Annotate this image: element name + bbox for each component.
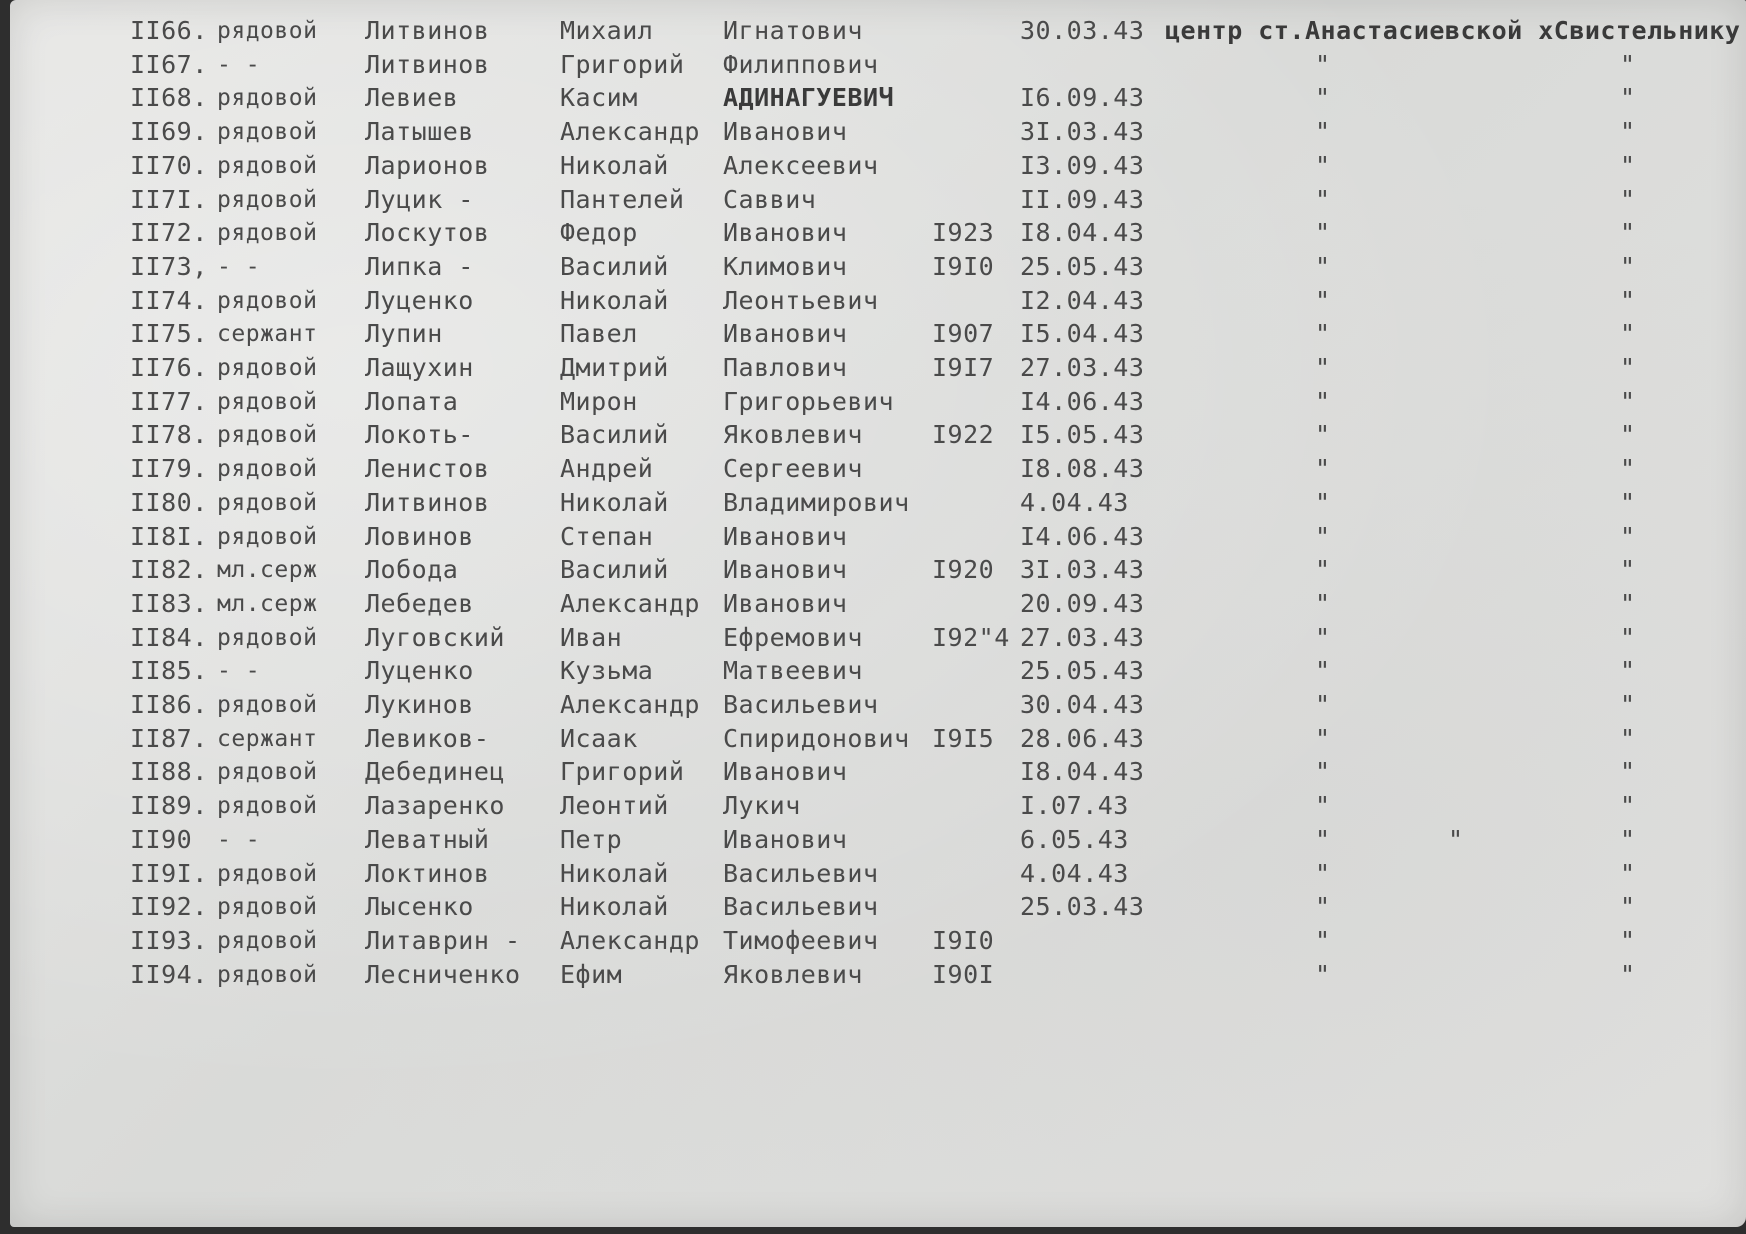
record-last-name: Литаврин - — [365, 925, 521, 955]
record-ditto-mark: " — [1620, 454, 1636, 484]
record-last-name: Лазаренко — [365, 791, 505, 821]
record-date: I8.04.43 — [1020, 757, 1145, 787]
record-date: 4.04.43 — [1020, 487, 1129, 517]
record-date: 4.04.43 — [1020, 858, 1129, 888]
record-birth-year: I920 — [932, 555, 995, 585]
record-row — [10, 351, 1746, 385]
record-rank: рядовой — [217, 624, 318, 651]
record-row — [10, 284, 1746, 318]
record-first-name: Мирон — [560, 386, 638, 416]
record-number: II76. — [130, 353, 208, 382]
record-first-name: Александр — [560, 925, 700, 955]
record-date: I8.08.43 — [1020, 454, 1145, 484]
record-ditto-mark: " — [1620, 487, 1636, 517]
record-row — [10, 149, 1746, 183]
record-patronymic: Яковлевич — [723, 959, 863, 989]
record-first-name: Василий — [560, 420, 669, 450]
record-ditto-mark: " — [1620, 824, 1636, 854]
record-row — [10, 823, 1746, 857]
record-row — [10, 81, 1746, 115]
record-rank: рядовой — [217, 287, 318, 314]
record-number: II74. — [130, 285, 208, 315]
record-row — [10, 789, 1746, 823]
record-last-name: Лащухин — [365, 353, 474, 382]
record-birth-year: I9I5 — [932, 723, 995, 753]
record-date: 27.03.43 — [1020, 353, 1145, 382]
record-date: I5.04.43 — [1020, 319, 1145, 349]
record-date: 27.03.43 — [1020, 622, 1145, 652]
record-ditto-mark: " — [1315, 791, 1331, 821]
record-patronymic: АДИНАГУЕВИЧ — [723, 83, 895, 113]
record-patronymic: Иванович — [723, 117, 848, 147]
record-ditto-mark: " — [1620, 319, 1636, 349]
record-patronymic: Иванович — [723, 218, 848, 248]
record-last-name: Ленистов — [365, 454, 490, 484]
record-rank: рядовой — [217, 456, 318, 483]
record-ditto-mark: " — [1620, 656, 1636, 686]
record-date: I5.05.43 — [1020, 420, 1145, 450]
record-number: II82. — [130, 555, 208, 585]
record-patronymic: Сергеевич — [723, 454, 863, 484]
record-last-name: Ловинов — [365, 521, 474, 551]
record-ditto-mark: " — [1315, 824, 1331, 854]
record-ditto-mark: " — [1315, 353, 1331, 382]
record-number: II69. — [130, 117, 208, 147]
record-date: 3I.03.43 — [1020, 117, 1145, 147]
record-number: II90 — [130, 824, 193, 854]
record-rank: рядовой — [217, 422, 318, 449]
record-rank: рядовой — [217, 523, 318, 550]
record-date: 30.04.43 — [1020, 690, 1145, 719]
record-first-name: Александр — [560, 117, 700, 147]
record-row — [10, 722, 1746, 756]
record-rank: сержант — [217, 321, 318, 348]
record-ditto-mark: " — [1315, 319, 1331, 349]
record-number: II88. — [130, 757, 208, 787]
record-rank: рядовой — [217, 152, 318, 179]
record-birth-year: I9I7 — [932, 353, 995, 382]
record-last-name: Левиев — [365, 83, 459, 113]
record-last-name: Ларионов — [365, 150, 490, 180]
record-row — [10, 317, 1746, 351]
record-ditto-mark: " — [1620, 622, 1636, 652]
record-date: I4.06.43 — [1020, 386, 1145, 416]
record-rank: рядовой — [217, 355, 318, 381]
record-ditto-mark: " — [1620, 150, 1636, 180]
record-last-name: Литвинов — [365, 49, 490, 79]
record-first-name: Иван — [560, 622, 623, 652]
record-first-name: Исаак — [560, 723, 638, 753]
record-patronymic: Алексеевич — [723, 150, 879, 180]
record-number: II8I. — [130, 521, 208, 551]
record-birth-year: I9I0 — [932, 251, 995, 281]
record-date: 25.03.43 — [1020, 892, 1145, 922]
record-rank: рядовой — [217, 489, 318, 516]
record-ditto-mark: " — [1315, 420, 1331, 450]
record-rank: рядовой — [217, 894, 318, 921]
record-rank: рядовой — [217, 692, 318, 718]
record-number: II94. — [130, 959, 208, 989]
record-number: II72. — [130, 218, 208, 248]
record-ditto-mark: " — [1315, 487, 1331, 517]
record-last-name: Дебединец — [365, 757, 505, 787]
record-last-name: Луцик - — [365, 184, 474, 214]
record-patronymic: Иванович — [723, 588, 848, 618]
record-ditto-mark: " — [1315, 521, 1331, 551]
record-rank: рядовой — [217, 927, 318, 954]
record-patronymic: Ефремович — [723, 622, 863, 652]
record-rank: сержант — [217, 725, 318, 752]
record-first-name: Кузьма — [560, 656, 654, 686]
record-row — [10, 115, 1746, 149]
record-date: I3.09.43 — [1020, 150, 1145, 180]
record-first-name: Григорий — [560, 757, 685, 787]
record-rank: - - — [217, 826, 261, 853]
record-first-name: Федор — [560, 218, 638, 248]
record-last-name: Лобода — [365, 555, 459, 585]
record-ditto-mark: " — [1315, 285, 1331, 315]
record-first-name: Николай — [560, 487, 669, 517]
record-first-name: Николай — [560, 858, 669, 888]
record-last-name: Лесниченко — [365, 959, 521, 989]
record-number: II89. — [130, 791, 208, 821]
record-ditto-mark: " — [1620, 723, 1636, 753]
record-first-name: Пантелей — [560, 184, 685, 214]
record-birth-year: I922 — [932, 420, 995, 450]
record-last-name: Лысенко — [365, 892, 474, 922]
record-first-name: Григорий — [560, 49, 685, 79]
record-patronymic: Владимирович — [723, 487, 910, 517]
record-birth-year: I90I — [932, 959, 995, 989]
record-number: II79. — [130, 454, 208, 484]
record-number: II7I. — [130, 184, 208, 214]
record-last-name: Леватный — [365, 824, 490, 854]
record-rank: рядовой — [217, 220, 318, 247]
record-row — [10, 418, 1746, 452]
record-ditto-mark: " — [1620, 858, 1636, 888]
record-birth-year: I9I0 — [932, 925, 995, 955]
record-rank: - - — [217, 51, 261, 78]
record-patronymic: Лукич — [723, 791, 801, 821]
record-patronymic: Саввич — [723, 184, 817, 214]
record-last-name: Лупин — [365, 319, 443, 349]
record-row — [10, 654, 1746, 688]
record-first-name: Николай — [560, 892, 669, 922]
record-row — [10, 216, 1746, 250]
record-rank: рядовой — [217, 85, 318, 112]
record-ditto-mark: " — [1315, 588, 1331, 618]
record-last-name: Лебедев — [365, 588, 474, 618]
record-ditto-mark: " — [1620, 925, 1636, 955]
record-last-name: Луценко — [365, 656, 474, 686]
record-ditto-mark: " — [1315, 251, 1331, 281]
record-patronymic: Игнатович — [723, 16, 863, 45]
record-number: II92. — [130, 892, 208, 922]
record-number: II83. — [130, 588, 208, 618]
record-number: II85. — [130, 656, 208, 686]
record-first-name: Василий — [560, 555, 669, 585]
record-number: II68. — [130, 83, 208, 113]
record-first-name: Касим — [560, 83, 638, 113]
record-row — [10, 755, 1746, 789]
record-number: II93. — [130, 925, 208, 955]
record-ditto-mark: " — [1620, 959, 1636, 989]
record-row — [10, 924, 1746, 958]
record-last-name: Локоть- — [365, 420, 474, 450]
record-last-name: Латышев — [365, 117, 474, 147]
record-rank: рядовой — [217, 186, 318, 213]
record-row — [10, 250, 1746, 284]
record-row — [10, 14, 1746, 48]
record-patronymic: Тимофеевич — [723, 925, 879, 955]
record-birth-year: I907 — [932, 319, 995, 349]
record-patronymic: Васильевич — [723, 690, 879, 719]
record-patronymic: Филиппович — [723, 49, 879, 79]
record-first-name: Александр — [560, 588, 700, 618]
record-number: II70. — [130, 150, 208, 180]
record-patronymic: Иванович — [723, 555, 848, 585]
record-first-name: Василий — [560, 251, 669, 281]
record-ditto-mark: " — [1315, 622, 1331, 652]
record-patronymic: Григорьевич — [723, 386, 895, 416]
record-last-name: Литвинов — [365, 16, 490, 45]
record-date: I4.06.43 — [1020, 521, 1145, 551]
record-date: 28.06.43 — [1020, 723, 1145, 753]
record-date: 25.05.43 — [1020, 251, 1145, 281]
record-number: II73, — [130, 251, 208, 281]
record-patronymic: Яковлевич — [723, 420, 863, 450]
record-last-name: Локтинов — [365, 858, 490, 888]
record-ditto-mark: " — [1315, 892, 1331, 922]
record-ditto-mark: " — [1620, 588, 1636, 618]
record-last-name: Лукинов — [365, 690, 474, 719]
record-ditto-mark: " — [1448, 824, 1464, 854]
record-rank: мл.серж — [217, 590, 318, 617]
record-ditto-mark: " — [1315, 723, 1331, 753]
record-ditto-mark: " — [1620, 892, 1636, 922]
record-ditto-mark: " — [1315, 49, 1331, 79]
record-patronymic: Климович — [723, 251, 848, 281]
record-number: II86. — [130, 690, 208, 719]
record-first-name: Дмитрий — [560, 353, 669, 382]
record-first-name: Александр — [560, 690, 700, 719]
record-ditto-mark: " — [1620, 420, 1636, 450]
record-ditto-mark: " — [1315, 386, 1331, 416]
record-number: II80. — [130, 487, 208, 517]
record-ditto-mark: " — [1620, 555, 1636, 585]
record-place: центр ст.Анастасиевской хСвистельнику — [1165, 16, 1741, 45]
record-row — [10, 688, 1746, 722]
record-row — [10, 621, 1746, 655]
record-date: 30.03.43 — [1020, 16, 1145, 45]
record-row — [10, 587, 1746, 621]
record-row — [10, 553, 1746, 587]
record-rank: рядовой — [217, 119, 318, 146]
record-date: I8.04.43 — [1020, 218, 1145, 248]
record-ditto-mark: " — [1315, 925, 1331, 955]
record-row — [10, 958, 1746, 992]
record-ditto-mark: " — [1620, 757, 1636, 787]
record-ditto-mark: " — [1620, 386, 1636, 416]
record-first-name: Михаил — [560, 16, 654, 45]
record-row — [10, 486, 1746, 520]
record-date: I.07.43 — [1020, 791, 1129, 821]
record-number: II67. — [130, 49, 208, 79]
record-patronymic: Васильевич — [723, 892, 879, 922]
record-number: II75. — [130, 319, 208, 349]
record-number: II87. — [130, 723, 208, 753]
record-rank: рядовой — [217, 759, 318, 786]
record-patronymic: Васильевич — [723, 858, 879, 888]
record-rank: мл.серж — [217, 557, 318, 584]
record-first-name: Степан — [560, 521, 654, 551]
record-last-name: Луценко — [365, 285, 474, 315]
record-number: II77. — [130, 386, 208, 416]
record-last-name: Липка - — [365, 251, 474, 281]
document-page — [10, 0, 1746, 1227]
record-ditto-mark: " — [1620, 117, 1636, 147]
record-patronymic: Иванович — [723, 521, 848, 551]
record-patronymic: Иванович — [723, 824, 848, 854]
record-ditto-mark: " — [1620, 521, 1636, 551]
record-ditto-mark: " — [1620, 83, 1636, 113]
record-number: II66. — [130, 16, 208, 45]
record-ditto-mark: " — [1620, 49, 1636, 79]
record-row — [10, 385, 1746, 419]
record-rank: - - — [217, 253, 261, 280]
record-last-name: Лоскутов — [365, 218, 490, 248]
record-patronymic: Матвеевич — [723, 656, 863, 686]
record-last-name: Лопата — [365, 386, 459, 416]
record-date: I6.09.43 — [1020, 83, 1145, 113]
record-first-name: Николай — [560, 150, 669, 180]
record-row — [10, 520, 1746, 554]
record-last-name: Литвинов — [365, 487, 490, 517]
record-ditto-mark: " — [1315, 150, 1331, 180]
record-ditto-mark: " — [1315, 656, 1331, 686]
record-patronymic: Павлович — [723, 353, 848, 382]
record-number: II84. — [130, 622, 208, 652]
record-first-name: Павел — [560, 319, 638, 349]
record-rank: рядовой — [217, 388, 318, 415]
record-rank: рядовой — [217, 961, 318, 988]
record-ditto-mark: " — [1620, 285, 1636, 315]
record-ditto-mark: " — [1315, 555, 1331, 585]
record-row — [10, 452, 1746, 486]
record-patronymic: Иванович — [723, 319, 848, 349]
record-rank: - - — [217, 658, 261, 685]
record-first-name: Николай — [560, 285, 669, 315]
record-date: 20.09.43 — [1020, 588, 1145, 618]
record-ditto-mark: " — [1620, 218, 1636, 248]
record-first-name: Петр — [560, 824, 623, 854]
record-row — [10, 183, 1746, 217]
record-row — [10, 857, 1746, 891]
record-patronymic: Иванович — [723, 757, 848, 787]
record-number: II9I. — [130, 858, 208, 888]
record-rank: рядовой — [217, 793, 318, 820]
record-first-name: Андрей — [560, 454, 654, 484]
record-first-name: Ефим — [560, 959, 623, 989]
record-birth-year: I923 — [932, 218, 995, 248]
record-ditto-mark: " — [1620, 690, 1636, 719]
record-patronymic: Леонтьевич — [723, 285, 879, 315]
record-ditto-mark: " — [1315, 858, 1331, 888]
record-birth-year: I92"4 — [932, 622, 1010, 652]
record-ditto-mark: " — [1620, 251, 1636, 281]
record-ditto-mark: " — [1315, 83, 1331, 113]
record-last-name: Левиков- — [365, 723, 490, 753]
record-patronymic: Спиридонович — [723, 723, 910, 753]
record-date: 25.05.43 — [1020, 656, 1145, 686]
record-ditto-mark: " — [1315, 757, 1331, 787]
record-last-name: Луговский — [365, 622, 505, 652]
record-ditto-mark: " — [1315, 218, 1331, 248]
record-ditto-mark: " — [1620, 791, 1636, 821]
record-rank: рядовой — [217, 860, 318, 887]
record-ditto-mark: " — [1315, 690, 1331, 719]
record-date: I2.04.43 — [1020, 285, 1145, 315]
record-ditto-mark: " — [1315, 454, 1331, 484]
record-number: II78. — [130, 420, 208, 450]
record-ditto-mark: " — [1315, 117, 1331, 147]
record-row — [10, 890, 1746, 924]
record-date: II.09.43 — [1020, 184, 1145, 214]
record-rank: рядовой — [217, 18, 318, 44]
record-ditto-mark: " — [1315, 184, 1331, 214]
record-first-name: Леонтий — [560, 791, 669, 821]
record-date: 3I.03.43 — [1020, 555, 1145, 585]
record-date: 6.05.43 — [1020, 824, 1129, 854]
record-ditto-mark: " — [1315, 959, 1331, 989]
record-ditto-mark: " — [1620, 353, 1636, 382]
record-row — [10, 48, 1746, 82]
record-ditto-mark: " — [1620, 184, 1636, 214]
